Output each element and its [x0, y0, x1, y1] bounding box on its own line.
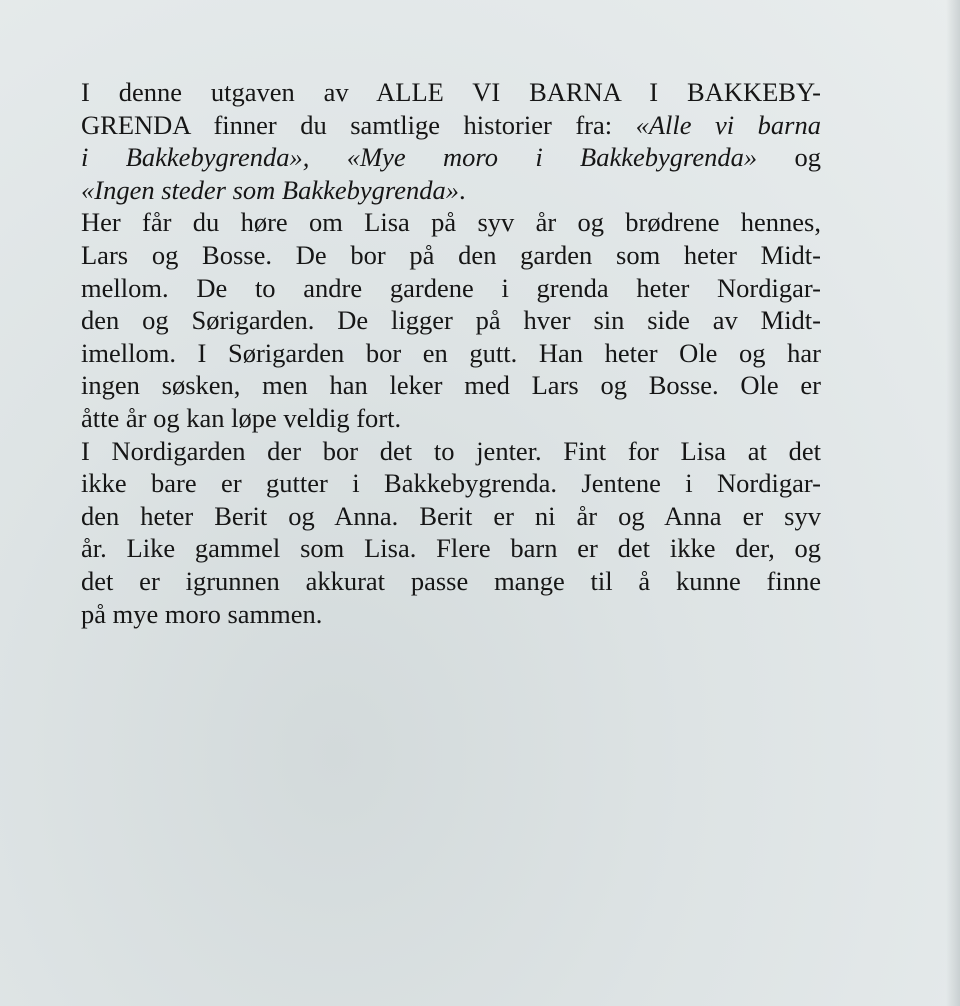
text-line	[81, 272, 821, 305]
text-line	[81, 304, 821, 337]
text-line	[81, 174, 821, 207]
text-line	[81, 239, 821, 272]
text-line	[81, 565, 821, 598]
text-line	[81, 435, 821, 468]
body-text: den heter Berit og Anna. Berit er ni år og Anna er syv	[81, 500, 821, 531]
body-text: Her får du høre om Lisa på syv år og brødrene hennes,	[81, 207, 821, 238]
text-line	[81, 141, 821, 174]
body-text: på mye moro sammen.	[81, 598, 323, 629]
body-text: år. Like gammel som Lisa. Flere barn er det ikke der, og	[81, 533, 821, 564]
body-text: og	[757, 142, 822, 173]
text-line	[81, 598, 821, 631]
text-line	[81, 206, 821, 239]
body-text: .	[459, 174, 466, 205]
body-text: det er igrunnen akkurat passe mange til å kunne finne	[81, 565, 821, 596]
body-text: ikke bare er gutter i Bakkebygrenda. Jentene i Nordigar-	[81, 468, 821, 499]
body-text: den og Sørigarden. De ligger på hver sin side av Midt-	[81, 305, 821, 336]
body-text: imellom. I Sørigarden bor en gutt. Han heter Ole og har	[81, 337, 821, 368]
text-line	[81, 402, 821, 435]
paragraph	[81, 435, 821, 631]
paragraph	[81, 206, 821, 434]
book-page-text	[81, 76, 821, 630]
text-line	[81, 109, 821, 142]
text-line	[81, 532, 821, 565]
italic-title-text: «Alle vi barna	[635, 109, 821, 140]
body-text: I denne utgaven av ALLE VI BARNA I BAKKEBY-	[81, 77, 821, 107]
italic-title-text: i Bakkebygrenda», «Mye moro i Bakkebygrenda»	[81, 142, 758, 173]
body-text: åtte år og kan løpe veldig fort.	[81, 402, 402, 433]
body-text: Lars og Bosse. De bor på den garden som heter Midt-	[81, 239, 821, 270]
page-edge-shadow	[946, 0, 960, 1006]
body-text: GRENDA finner du samtlige historier fra:	[81, 109, 636, 140]
body-text: ingen søsken, men han leker med Lars og Bosse. Ole er	[81, 370, 821, 401]
body-text: I Nordigarden der bor det to jenter. Fint for Lisa at det	[81, 435, 821, 466]
body-text: mellom. De to andre gardene i grenda heter Nordigar-	[81, 272, 821, 303]
italic-title-text: «Ingen steder som Bakkebygrenda»	[81, 174, 460, 205]
text-line	[81, 500, 821, 533]
text-line	[81, 337, 821, 370]
text-line	[81, 76, 821, 109]
text-line	[81, 369, 821, 402]
text-line	[81, 467, 821, 500]
paragraph	[81, 76, 821, 206]
